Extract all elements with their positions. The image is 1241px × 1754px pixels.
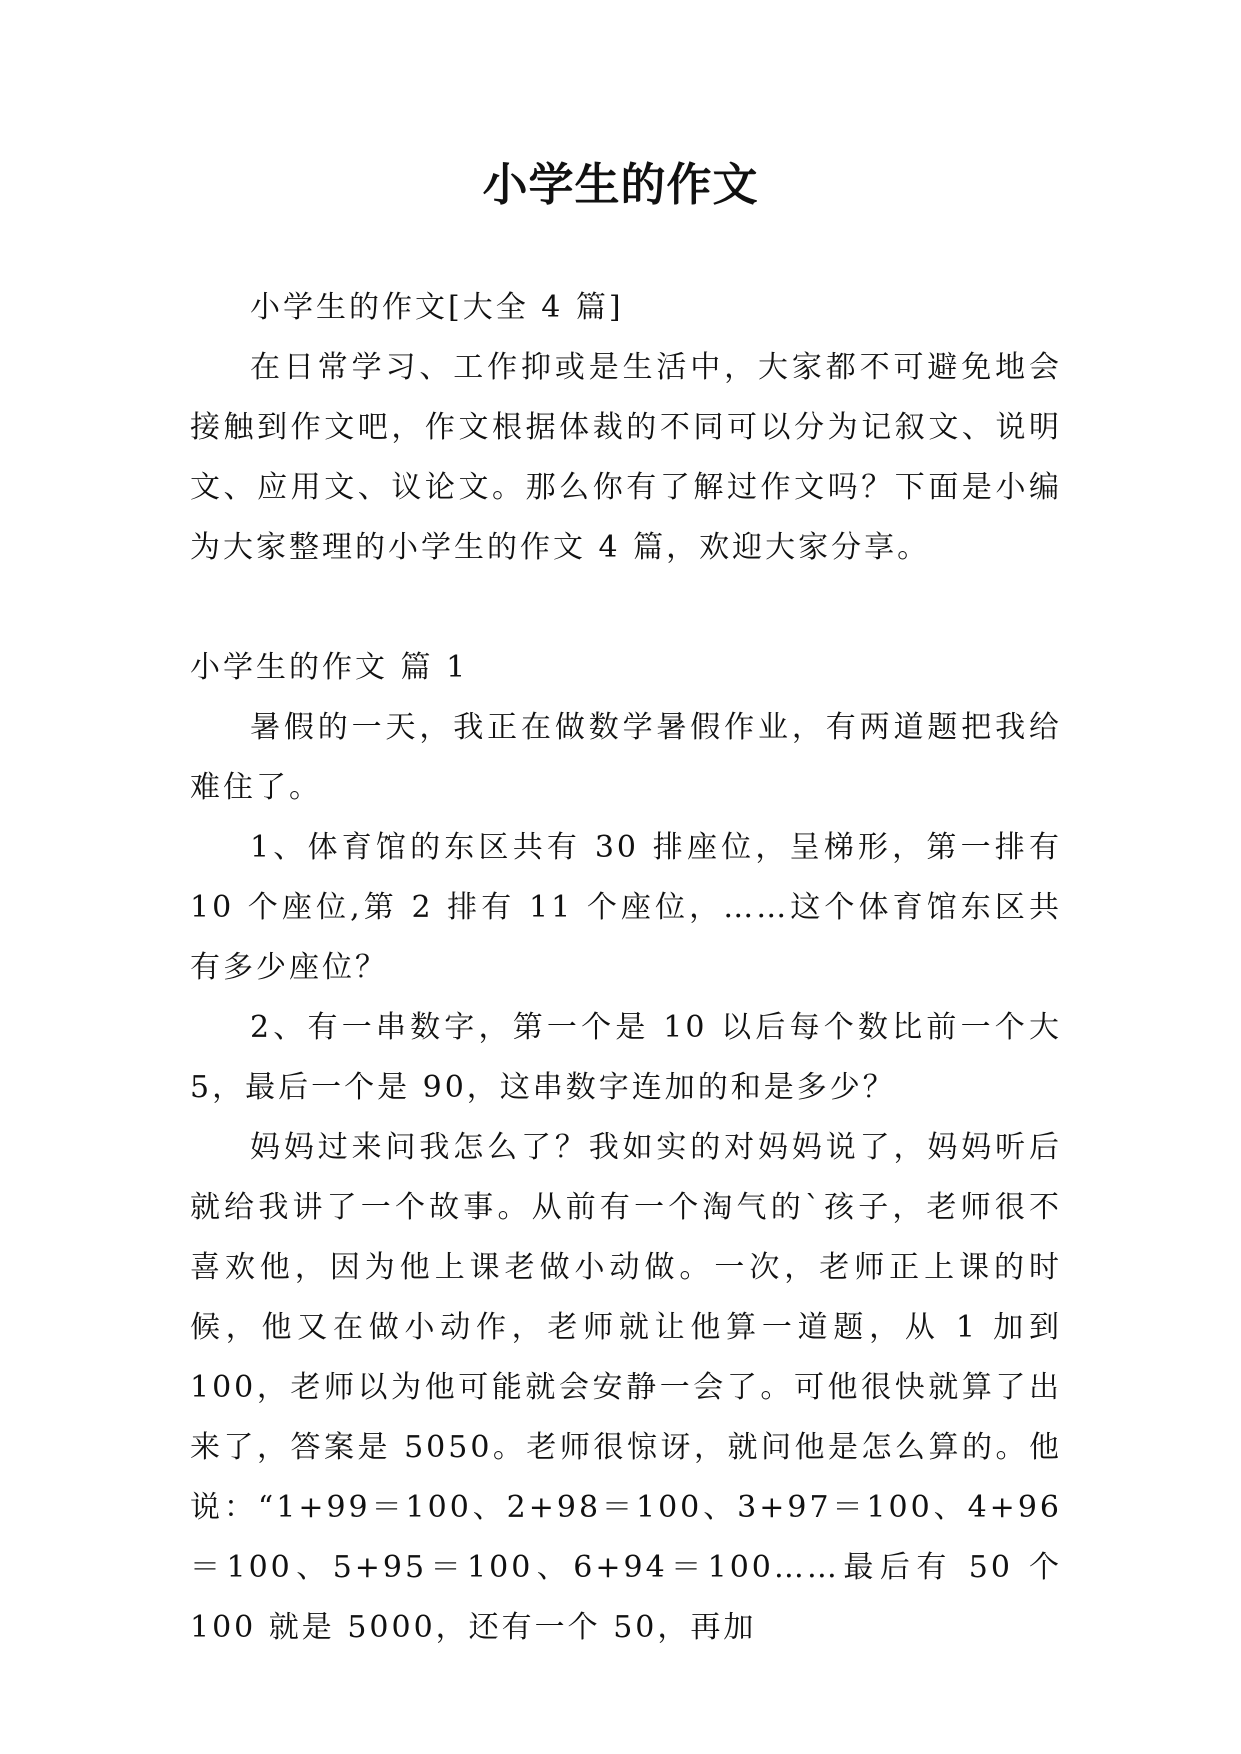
intro-title: 小学生的作文[大全 4 篇]	[250, 290, 624, 325]
section-heading: 小学生的作文 篇 1	[190, 650, 469, 685]
paragraph: 2、有一串数字，第一个是 10 以后每个数比前一个大 5，最后一个是 90，这串数字连加的和是多少？	[190, 1010, 1062, 1105]
paragraph: 1、体育馆的东区共有 30 排座位，呈梯形，第一排有 10 个座位,第 2 排有 11 个座位，……这个体育馆东区共有多少座位？	[190, 830, 1062, 985]
document-title: 小学生的作文	[482, 158, 759, 211]
paragraph: 暑假的一天，我正在做数学暑假作业，有两道题把我给难住了。	[190, 710, 1062, 805]
document-body	[190, 278, 1062, 1658]
intro-paragraph: 在日常学习、工作抑或是生活中，大家都不可避免地会接触到作文吧，作文根据体裁的不同可以分为记叙文、说明文、应用文、议论文。那么你有了解过作文吗？下面是小编为大家整理的小学生的作文 4 篇，欢迎大家分享。	[190, 350, 1062, 565]
paragraph: 妈妈过来问我怎么了？我如实的对妈妈说了，妈妈听后就给我讲了一个故事。从前有一个淘气的`孩子，老师很不喜欢他，因为他上课老做小动做。一次，老师正上课的时候，他又在做小动作，老师就让他算一道题，从 1 加到 100，老师以为他可能就会安静一会了。可他很快就算了出来了，答案是 5050。老师很惊讶，就问他是怎么算的。他说：“1+99＝100、2+98＝100、3+97＝100、4+96＝100、5+95＝100、6+94＝100……最后有 50 个 100 就是 5000，还有一个 50，再加	[190, 1130, 1062, 1645]
section-spacer	[190, 578, 1062, 638]
